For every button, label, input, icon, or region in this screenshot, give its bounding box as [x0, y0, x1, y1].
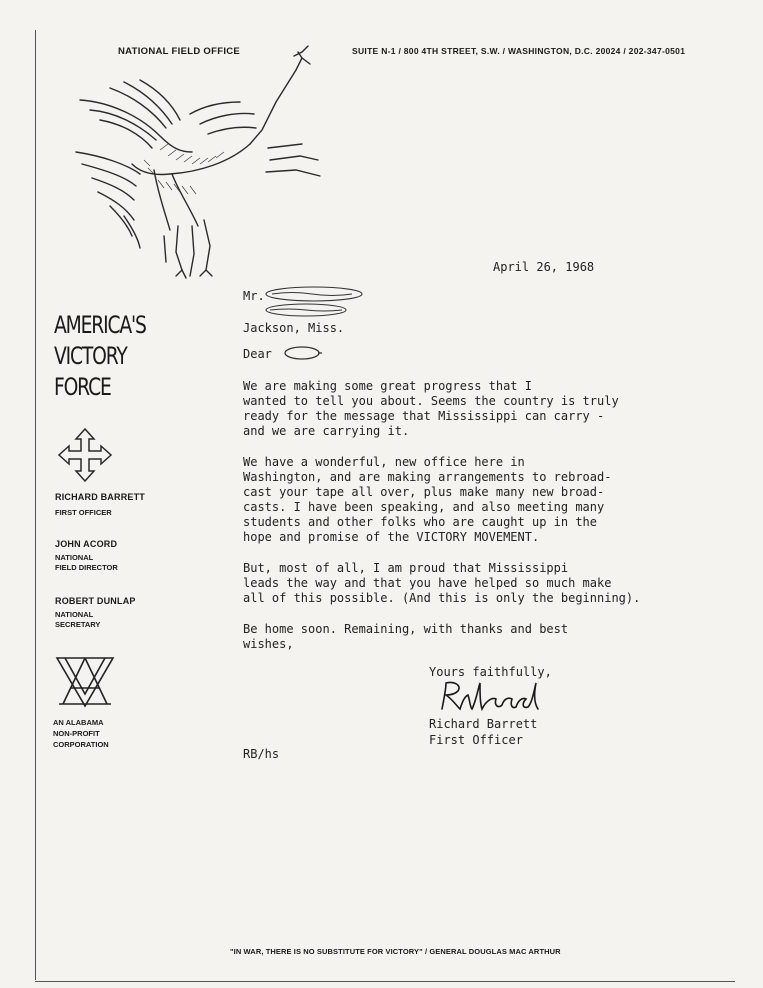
- officer-title: FIRST OFFICER: [55, 508, 112, 517]
- officer-title: FIELD DIRECTOR: [55, 563, 118, 572]
- handwritten-signature: [436, 679, 546, 715]
- letter-paragraph: We are making some great progress that I wanted to tell you about. Seems the country is truly ready for the message that Mississippi can carry - and we are carrying it.: [243, 379, 619, 438]
- corporation-note: [53, 717, 109, 750]
- signer-title: First Officer: [429, 733, 523, 747]
- redacted-recipient-name: [262, 285, 372, 319]
- signer-name: Richard Barrett: [429, 717, 538, 731]
- office-address: SUITE N-1 / 800 4TH STREET, S.W. / WASHINGTON, D.C. 20024 / 202-347-0501: [352, 46, 686, 56]
- office-heading: NATIONAL FIELD OFFICE: [118, 46, 241, 57]
- officer-john-acord: [55, 539, 118, 573]
- recipient-city: Jackson, Miss.: [243, 321, 345, 335]
- officer-robert-dunlap: [55, 596, 136, 630]
- corporation-line: CORPORATION: [53, 740, 109, 749]
- four-arrows-icon: [56, 426, 114, 484]
- eagle-illustration: [40, 40, 330, 290]
- recipient-prefix: Mr.: [243, 289, 265, 303]
- closing: Yours faithfully,: [429, 665, 552, 679]
- officer-richard-barrett: [55, 492, 145, 518]
- salutation-text: Dear: [243, 347, 272, 361]
- organization-name-line: VICTORY: [54, 342, 127, 370]
- letter-paragraph: Be home soon. Remaining, with thanks and best wishes,: [243, 622, 569, 651]
- bottom-margin-rule: [35, 981, 735, 982]
- left-margin-rule: [35, 30, 36, 980]
- monogram-logo: [55, 654, 115, 709]
- typist-initials: RB/hs: [243, 747, 280, 761]
- organization-name-line: FORCE: [54, 373, 111, 401]
- letter-paragraph: But, most of all, I am proud that Mississippi leads the way and that you have helped so much make all of this possible. (And this is only the beginning).: [243, 561, 641, 605]
- officer-name: RICHARD BARRETT: [55, 492, 145, 502]
- signer-block: [429, 716, 537, 748]
- officer-title: NATIONAL: [55, 553, 94, 562]
- salutation: [243, 347, 272, 361]
- letter-date: April 26, 1968: [493, 260, 595, 274]
- redacted-salutation-name: [282, 344, 324, 362]
- officer-title: NATIONAL: [55, 610, 94, 619]
- officer-name: JOHN ACORD: [55, 539, 118, 549]
- organization-name: [54, 310, 146, 403]
- corporation-line: NON-PROFIT: [53, 729, 100, 738]
- letter-body: [243, 379, 663, 668]
- organization-name-line: AMERICA'S: [54, 311, 146, 339]
- footer-quote: "IN WAR, THERE IS NO SUBSTITUTE FOR VICTORY" / GENERAL DOUGLAS MAC ARTHUR: [230, 947, 561, 956]
- officer-name: ROBERT DUNLAP: [55, 596, 136, 606]
- officer-title: SECRETARY: [55, 620, 101, 629]
- corporation-line: AN ALABAMA: [53, 718, 104, 727]
- letter-paragraph: We have a wonderful, new office here in Washington, and are making arrangements to rebroad- cast your tape all over, plus make many new broad- casts. I have been speaking, and also meeting many students and other folks who are caught up in the hope and promise of the VICTORY MOVEMENT.: [243, 455, 612, 544]
